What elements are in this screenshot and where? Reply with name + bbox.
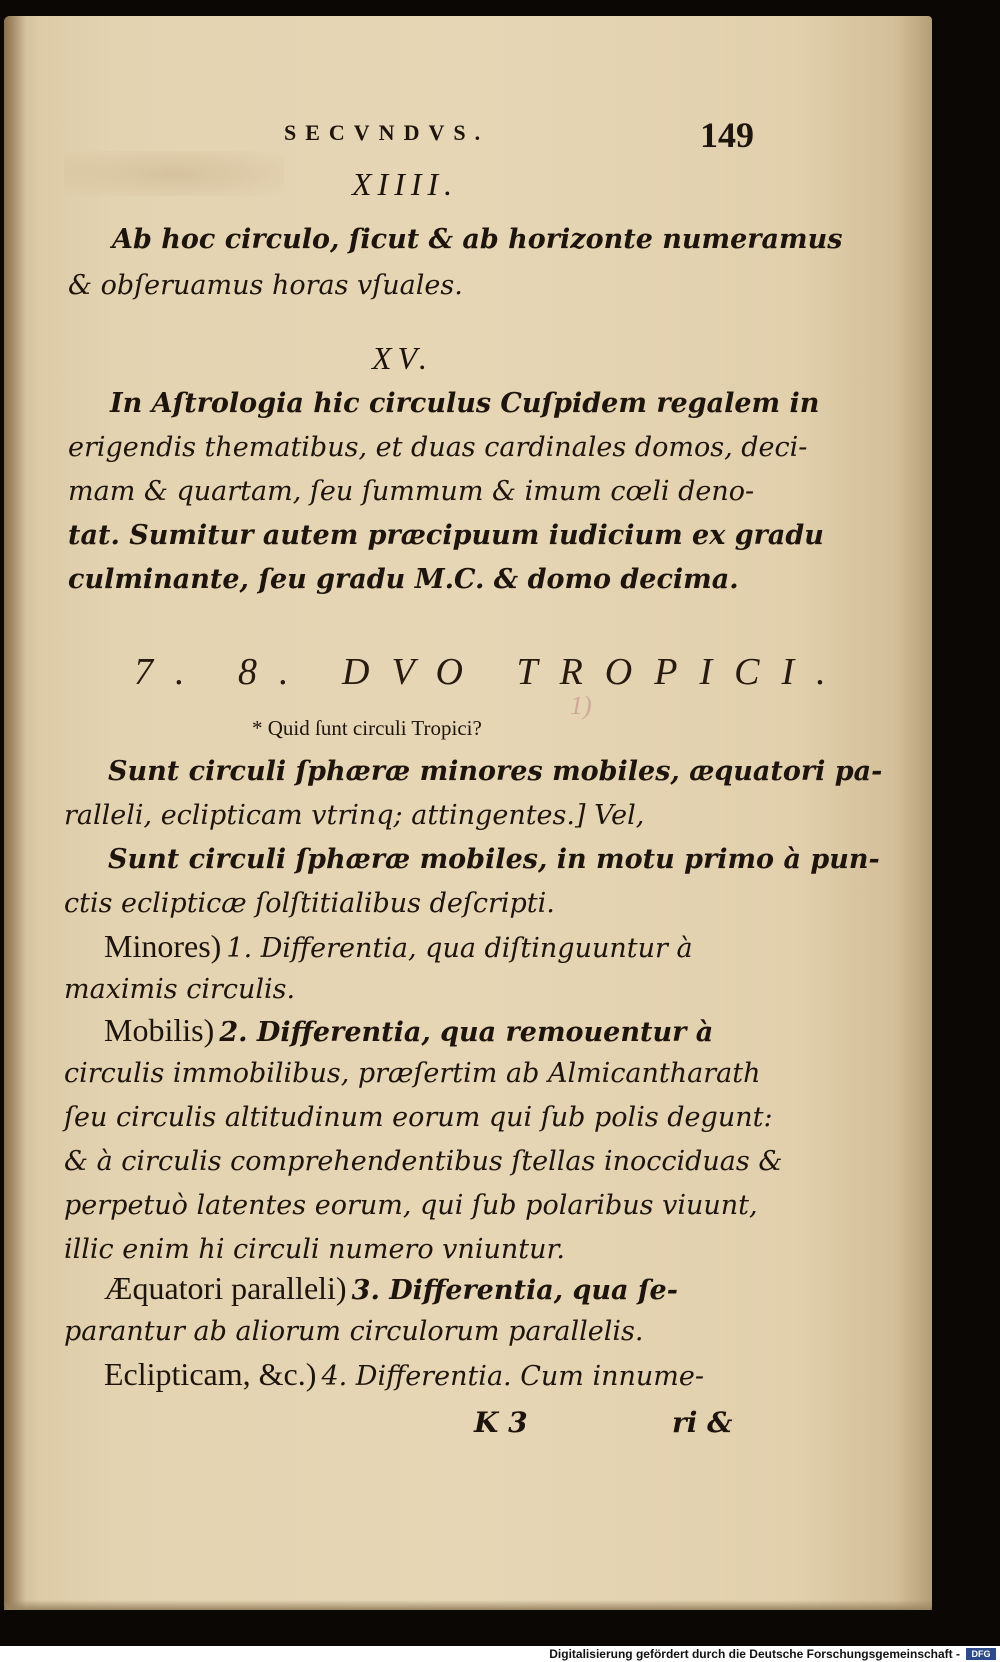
digitization-footer	[0, 1646, 1000, 1662]
catchword: ri &	[672, 1406, 733, 1439]
book-page	[4, 16, 932, 1610]
lemma: Æquatori paralleli)	[104, 1270, 347, 1306]
section-number-xiiii: XIIII.	[352, 166, 459, 202]
paper-stain	[64, 151, 284, 196]
text-line: Ab hoc circulo, ſicut & ab horizonte numeramus	[112, 224, 843, 255]
text-line: & à circulis comprehendentibus ſtellas inocciduas &	[64, 1146, 783, 1177]
text-line: circulis immobilibus, præſertim ab Almicantharath	[64, 1058, 761, 1089]
dfg-logo: DFG	[966, 1648, 996, 1660]
signature-mark: K 3	[474, 1406, 528, 1439]
text-line	[104, 1356, 704, 1393]
lemma: Minores)	[104, 928, 222, 964]
footer-credit: Digitalisierung gefördert durch die Deutsche Forschungsgemeinschaft -	[549, 1647, 960, 1661]
margin-mark: 1)	[570, 691, 592, 720]
commentary: 1. Differentia, qua diſtinguuntur à	[226, 933, 693, 964]
text-line: & obſeruamus horas vſuales.	[68, 270, 463, 301]
text-line: ſeu circulis altitudinum eorum qui ſub polis degunt:	[64, 1102, 773, 1133]
section-heading: 7. 8. DVO TROPICI.	[134, 651, 848, 693]
text-line: In Aſtrologia hic circulus Cuſpidem regalem in	[110, 388, 820, 419]
question-line: * Quid ſunt circuli Tropici?	[252, 716, 482, 740]
text-line: ctis eclipticæ ſolſtitialibus deſcripti.	[64, 888, 555, 919]
text-line: tat. Sumitur autem præcipuum iudicium ex gradu	[68, 520, 824, 551]
text-line: Sunt circuli ſphæræ minores mobiles, æquatori pa-	[108, 756, 883, 787]
text-line: maximis circulis.	[64, 974, 296, 1005]
page-number: 149	[700, 115, 754, 155]
text-line	[104, 1270, 678, 1307]
commentary: 3. Differentia, qua ſe-	[351, 1275, 678, 1306]
text-line: parantur ab aliorum circulorum parallelis.	[64, 1316, 644, 1347]
text-line	[104, 928, 693, 965]
commentary: 2. Differentia, qua remouentur à	[219, 1017, 714, 1048]
lemma: Mobilis)	[104, 1012, 215, 1048]
commentary: 4. Differentia. Cum innume-	[321, 1361, 704, 1392]
lemma: Eclipticam, &c.)	[104, 1356, 317, 1392]
section-number-xv: XV.	[372, 340, 433, 376]
text-line: perpetuò latentes eorum, qui ſub polaribus viuunt,	[64, 1190, 758, 1221]
text-line: Sunt circuli ſphæræ mobiles, in motu primo à pun-	[108, 844, 880, 875]
text-line: erigendis thematibus, et duas cardinales domos, deci-	[68, 432, 808, 463]
text-line: culminante, ſeu gradu M.C. & domo decima.	[68, 564, 739, 595]
running-title: SECVNDVS.	[284, 120, 490, 145]
text-line: illic enim hi circuli numero vniuntur.	[64, 1234, 565, 1265]
text-line	[104, 1012, 713, 1049]
text-line: ralleli, eclipticam vtrinq; attingentes.] Vel,	[64, 800, 645, 831]
text-line: mam & quartam, ſeu ſummum & imum cœli deno-	[68, 476, 755, 507]
